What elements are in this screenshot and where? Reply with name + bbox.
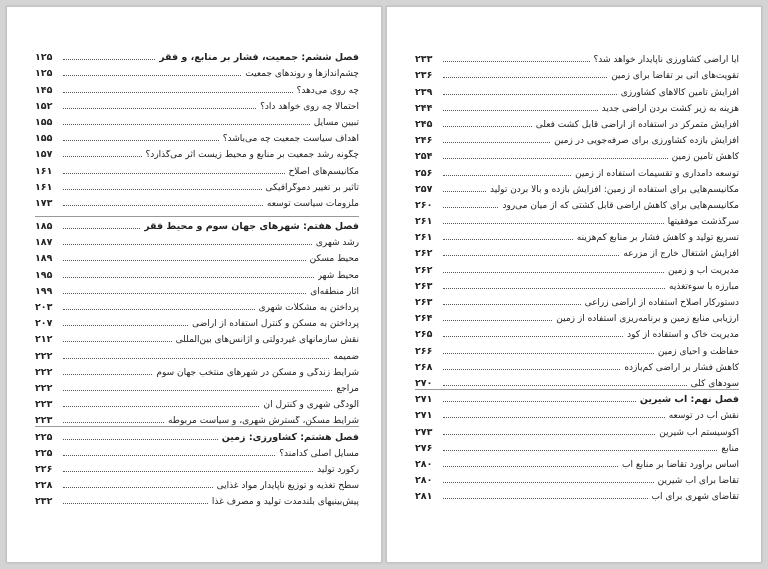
toc-entry-title: افزایش تأمین کالاهای کشاورزی [620,87,739,98]
toc-entry-title: مسایل اصلی کدامند؟ [279,448,359,459]
toc-entry [35,96,359,112]
toc-entry-title: مبارزه با سوءتغذیه [669,281,739,292]
toc-page-number: ۱۹۵ [35,269,53,281]
dot-leader [63,341,172,342]
dot-leader [63,390,332,391]
dot-leader [443,207,498,208]
toc-entry [415,98,739,114]
dot-leader [443,239,573,240]
toc-entry [415,308,739,324]
toc-page-number: ۱۸۹ [35,253,53,265]
toc-page-number: ۲۸۰ [415,475,433,487]
toc-entry-title: تأثیر بر تغییر دموگرافیکی [265,182,359,193]
right-page [386,6,762,563]
dot-leader [443,288,665,289]
toc-entry [35,459,359,475]
toc-page-number: ۱۸۷ [35,237,53,249]
dot-leader [443,320,552,321]
dot-leader [443,175,571,176]
toc-entry-title: هزینه به زیر کشت بردن اراضی جدید [601,103,739,114]
toc-entry [415,114,739,130]
toc-entry-title: تسریع تولید و کاهش فشار بر منابع کم‌هزینه [576,233,739,244]
toc-entry-title: اکوسیستم آب شیرین [659,427,739,438]
toc-entry-title: اهداف سیاست جمعیت چه می‌باشد؟ [222,134,359,145]
dot-leader [63,277,314,278]
dot-leader [443,417,665,418]
toc-entry-title: چه روی می‌دهد؟ [296,85,359,96]
toc-entry [415,292,739,308]
toc-entry-title: کاهش تأمین زمین [671,152,739,163]
toc-page-number: ۲۷۰ [415,377,433,389]
toc-entry [35,112,359,128]
toc-page-number: ۲۴۴ [415,102,433,114]
toc-entry [415,324,739,340]
toc-entry [35,491,359,507]
toc-entry-title: رشد شهری [315,238,359,249]
toc-entry [35,248,359,264]
toc-entry [35,128,359,144]
toc-page-number: ۲۶۸ [415,361,433,373]
toc-entry [415,146,739,162]
toc-page-number: ۲۷۳ [415,426,433,438]
toc-entry [35,394,359,410]
dot-leader [63,156,142,157]
toc-chapter-heading [415,389,739,405]
toc-entry-title: دستورکار اصلاح استفاده از اراضی زراعی [584,298,739,308]
toc-page-number: ۲۵۷ [415,183,433,195]
toc-entry [415,162,739,178]
toc-entry-title: سودهای کلی [690,378,739,389]
toc-entry-title: مکانیسم‌هایی برای استفاده از زمین: افزایش بازده و بالا بردن تولید [490,184,739,195]
dot-leader [443,353,654,354]
toc-page-number: ۲۵۴ [415,151,433,163]
dot-leader [63,455,275,456]
toc-entry-title: منابع [721,443,739,454]
toc-chapter-heading [35,426,359,442]
toc-page-number: ۲۲۲ [35,350,53,362]
toc-entry-title: تقاضای شهری برای آب [651,492,739,503]
toc-entry-title: آلودگی شهری و کنترل آن [263,400,359,411]
dot-leader [443,191,486,192]
toc-entry [35,329,359,345]
dot-leader [63,124,310,125]
toc-page-number: ۲۶۴ [415,313,433,325]
dot-leader [443,110,598,111]
toc-entry [35,160,359,176]
toc-page-number: ۲۲۶ [35,463,53,475]
toc-entry [415,130,739,146]
dot-leader [63,75,241,76]
toc-entry [35,345,359,361]
toc-page-number: ۱۵۵ [35,133,53,145]
dot-leader [63,228,140,229]
toc-page-number: ۲۴۶ [415,135,433,147]
toc-entry-title: نقش آب در توسعه [668,411,739,422]
dot-leader [63,374,152,375]
toc-entry-title: فصل نهم: آب شیرین [639,394,739,406]
toc-entry-title: تبیین مسایل [313,117,359,128]
toc-entry-title: نقش سازمانهای غیردولتی و آژانس‌های بین‌المللی [175,335,359,346]
toc-entry [415,49,739,65]
toc-entry-title: شرایط زندگی و مسکن در شهرهای منتخب جهان سوم [156,367,359,378]
toc-entry-title: افزایش بازده کشاورزی برای صرفه‌جویی در زمین [554,136,739,147]
toc-list-right [415,49,739,502]
toc-page-number: ۲۷۶ [415,442,433,454]
dot-leader [443,142,550,143]
toc-entry-title: پیش‌بینیهای بلندمدت تولید و مصرف غذا [211,497,359,508]
dot-leader [443,158,668,159]
toc-entry-title: چگونه رشد جمعیت بر منابع و محیط زیست اثر می‌گذارد؟ [145,150,359,161]
toc-entry [35,313,359,329]
toc-page-number: ۲۲۵ [35,447,53,459]
toc-entry-title: رکورد تولید [317,464,359,475]
toc-page-number: ۲۱۲ [35,334,53,346]
dot-leader [63,173,285,174]
dot-leader [63,503,208,504]
toc-entry [415,454,739,470]
toc-entry [415,438,739,454]
dot-leader [443,482,654,483]
toc-list-left [35,47,359,507]
toc-entry [415,211,739,227]
toc-page-number: ۲۷۱ [415,410,433,422]
toc-page-number: ۲۶۰ [415,199,433,211]
dot-leader [63,244,312,245]
toc-page-number: ۲۶۳ [415,280,433,292]
toc-entry [415,179,739,195]
toc-entry [35,232,359,248]
toc-entry-title: آثار منطقه‌ای [310,286,359,297]
dot-leader [63,422,164,423]
toc-entry [415,373,739,389]
toc-entry [415,195,739,211]
toc-entry-title: فصل ششم: جمعیت، فشار بر منابع، و فقر [159,52,359,64]
toc-entry-title: مکانیسم‌های اصلاح [288,166,359,177]
toc-entry [415,276,739,292]
dot-leader [443,61,590,62]
toc-page-number: ۲۶۶ [415,345,433,357]
toc-page-number: ۱۶۱ [35,181,53,193]
toc-entry [415,340,739,356]
toc-entry-title: ملزومات سیاست توسعه [266,198,359,209]
toc-page-number: ۱۵۲ [35,100,53,112]
toc-page-number: ۱۵۵ [35,116,53,128]
toc-entry-title: شرایط مسکن، گسترش شهری، و سیاست مربوطه [167,416,359,427]
toc-page-number: ۲۶۱ [415,216,433,228]
toc-page-number: ۲۵۶ [415,167,433,179]
toc-entry [415,470,739,486]
dot-leader [443,94,617,95]
toc-page-number: ۱۸۵ [35,221,53,233]
toc-page-number: ۲۳۲ [35,496,53,508]
toc-page-number: ۲۶۱ [415,232,433,244]
toc-entry [35,410,359,426]
toc-page-number: ۲۲۳ [35,399,53,411]
dot-leader [443,77,607,78]
toc-entry [35,193,359,209]
dot-leader [63,140,219,141]
toc-page-number: ۱۵۷ [35,149,53,161]
toc-entry-title: آیا اراضی کشاورزی ناپایدار خواهد شد؟ [593,55,739,66]
toc-chapter-heading [35,47,359,63]
toc-entry-title: محیط شهر [317,270,359,281]
toc-page-number: ۲۲۲ [35,366,53,378]
toc-entry-title: تقاضا برای آب شیرین [657,476,739,487]
toc-entry-title: حفاظت و احیای زمین [657,346,739,357]
toc-entry-title: محیط مسکن [309,254,359,265]
toc-entry [35,63,359,79]
dot-leader [443,385,687,386]
toc-entry-title: پرداختن به مشکلات شهری [258,303,359,313]
toc-entry [415,357,739,373]
dot-leader [63,205,263,206]
toc-page-number: ۲۰۷ [35,318,53,330]
toc-entry-title: سرگذشت موفقیتها [667,217,739,228]
toc-entry [35,281,359,297]
toc-entry-title: اساس برآورد تقاضا بر منابع آب [622,459,739,470]
toc-page-number: ۲۶۲ [415,264,433,276]
toc-entry-title: مدیریت خاک و استفاده از کود [627,330,739,341]
dot-leader [443,369,620,370]
dot-leader [443,336,623,337]
dot-leader [443,498,648,499]
toc-entry [415,259,739,275]
toc-entry-title: مدیریت آب و زمین [668,265,739,276]
toc-page-number: ۱۹۹ [35,285,53,297]
dot-leader [443,255,619,256]
toc-entry [35,443,359,459]
toc-page-number: ۲۲۸ [35,480,53,492]
toc-page-number: ۲۴۵ [415,118,433,130]
dot-leader [63,309,255,310]
toc-page-number: ۱۲۵ [35,52,53,64]
dot-leader [63,189,262,190]
toc-page-number: ۲۶۲ [415,248,433,260]
toc-entry [35,362,359,378]
toc-entry-title: مکانیسم‌هایی برای کاهش اراضی قابل کشتی که از میان می‌رود [502,200,739,211]
toc-entry [415,81,739,97]
dot-leader [63,439,218,440]
toc-page-number: ۲۲۳ [35,415,53,427]
left-page [6,6,382,563]
toc-page-number: ۱۲۵ [35,68,53,80]
toc-page-number: ۲۳۶ [415,70,433,82]
dot-leader [443,450,717,451]
toc-entry [415,421,739,437]
toc-entry [415,65,739,81]
toc-entry-title: ضمیمه [333,351,359,362]
toc-page-number: ۲۳۳ [415,54,433,66]
toc-entry [415,227,739,243]
toc-page-number: ۲۲۲ [35,382,53,394]
toc-entry [35,297,359,313]
toc-entry-title: چشم‌اندازها و روندهای جمعیت [245,69,359,80]
dot-leader [63,260,306,261]
toc-entry [35,475,359,491]
toc-page-number: ۱۴۵ [35,84,53,96]
toc-entry-title: تقویت‌های آتی بر تقاضا برای زمین [611,71,739,82]
dot-leader [443,272,664,273]
dot-leader [63,59,155,60]
toc-entry [35,378,359,394]
toc-entry-title: سطح تغذیه و توزیع ناپایدار مواد غذایی [216,481,359,492]
dot-leader [443,126,532,127]
dot-leader [443,466,618,467]
toc-entry [415,243,739,259]
toc-entry-title: فصل هشتم: کشاورزی: زمین [221,431,359,443]
dot-leader [63,92,293,93]
toc-page-number: ۲۸۰ [415,458,433,470]
toc-entry-title: فصل هفتم: شهرهای جهان سوم و محیط فقر [144,221,359,233]
toc-entry [35,177,359,193]
toc-entry [415,486,739,502]
dot-leader [443,401,636,402]
toc-page-number: ۱۷۳ [35,197,53,209]
dot-leader [63,325,188,326]
toc-page-number: ۲۶۳ [415,297,433,308]
dot-leader [63,293,306,294]
dot-leader [443,434,655,435]
dot-leader [63,487,213,488]
toc-page-number: ۲۶۵ [415,329,433,341]
toc-entry [35,79,359,95]
toc-chapter-heading [35,216,359,232]
toc-entry-title: ارزیابی منابع زمین و برنامه‌ریزی استفاده از زمین [556,314,739,325]
toc-page-number: ۲۲۵ [35,431,53,443]
dot-leader [443,304,581,305]
dot-leader [63,108,256,109]
toc-entry-title: پرداختن به مسکن و کنترل استفاده از اراضی [192,319,359,330]
toc-entry-title: کاهش فشار بر اراضی کم‌بازده [624,362,739,373]
dot-leader [63,358,329,359]
toc-page-number: ۲۸۱ [415,491,433,503]
toc-entry-title: افزایش اشتغال خارج از مزرعه [623,249,739,260]
dot-leader [63,406,259,407]
toc-entry-title: احتمالاً چه روی خواهد داد؟ [260,101,359,112]
dot-leader [443,223,664,224]
toc-page-number: ۲۰۳ [35,302,53,313]
toc-entry [35,144,359,160]
toc-entry [415,405,739,421]
toc-entry-title: مراجع [336,383,359,394]
toc-entry [35,264,359,280]
dot-leader [63,471,313,472]
toc-entry-title: توسعه دامداری و تقسیمات استفاده از زمین [575,168,739,179]
toc-page-number: ۲۷۱ [415,394,433,406]
toc-entry-title: افزایش متمرکز در استفاده از اراضی قابل کشت فعلی [535,119,739,130]
toc-page-number: ۲۳۹ [415,86,433,98]
toc-page-number: ۱۶۱ [35,165,53,177]
